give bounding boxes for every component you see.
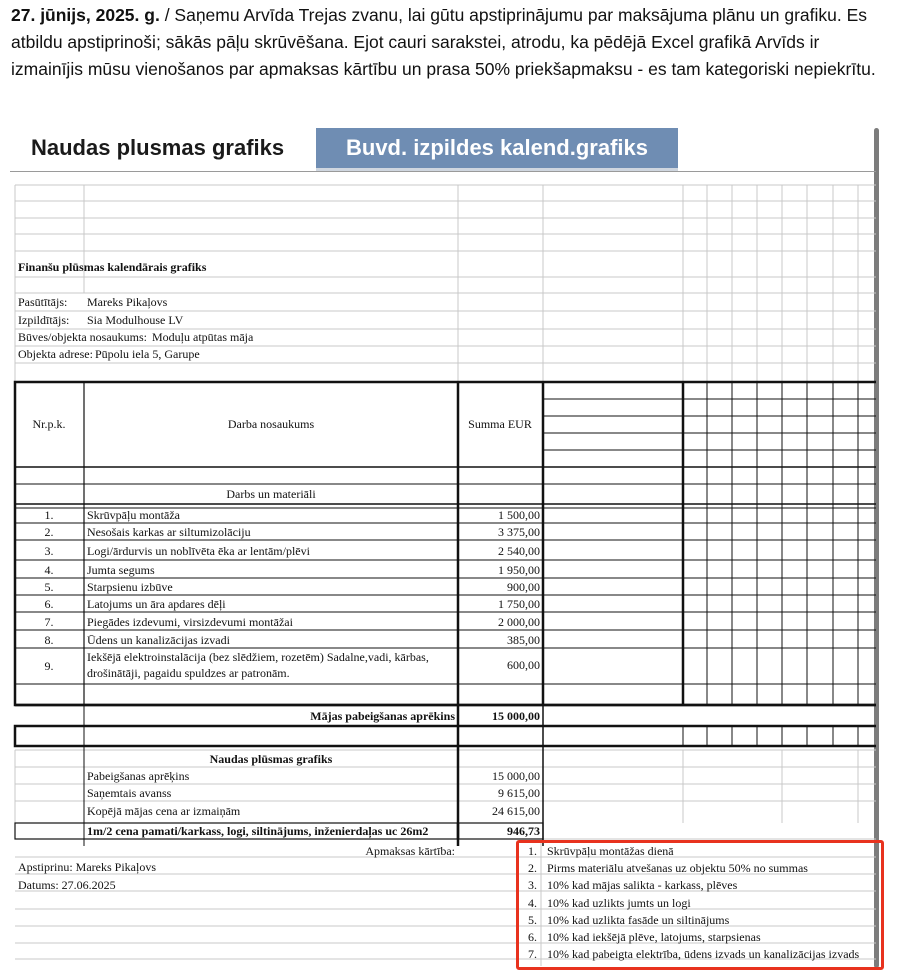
doc-title: Finanšu plūsmas kalendārais grafiks bbox=[18, 260, 207, 274]
row-sum: 3 375,00 bbox=[498, 525, 540, 539]
total-value: 15 000,00 bbox=[492, 709, 540, 723]
intro-paragraph bbox=[11, 2, 891, 83]
row-nr: 1. bbox=[44, 508, 54, 522]
payment-item-text: 10% kad uzlikta fasāde un siltinājums bbox=[547, 913, 730, 927]
row-nr: 2. bbox=[44, 525, 54, 539]
row-sum: 1 500,00 bbox=[498, 508, 540, 522]
row-name: Jumta segums bbox=[87, 563, 155, 577]
payment-item-text: Pirms materiālu atvešanas uz objektu 50% no summas bbox=[547, 861, 808, 875]
address-label: Objekta adrese: bbox=[18, 347, 93, 361]
row-nr: 5. bbox=[44, 580, 54, 594]
cashflow-value: 9 615,00 bbox=[498, 786, 540, 800]
row-name: Latojums un āra apdares dēļi bbox=[87, 597, 226, 611]
payment-item-text: Skrūvpāļu montāžas dienā bbox=[547, 844, 674, 858]
row-sum: 2 540,00 bbox=[498, 544, 540, 558]
object-value: Moduļu atpūtas māja bbox=[152, 330, 254, 344]
payment-item-number: 4. bbox=[528, 896, 537, 910]
row-nr: 4. bbox=[44, 563, 54, 577]
contractor-value: Sia Modulhouse LV bbox=[87, 313, 184, 327]
client-value: Mareks Pikaļovs bbox=[87, 295, 168, 309]
row-sum: 385,00 bbox=[507, 633, 540, 647]
row-nr: 9. bbox=[44, 659, 54, 673]
payment-item-text: 10% kad iekšējā plēve, latojums, starpsienas bbox=[547, 930, 761, 944]
payment-item-number: 7. bbox=[528, 947, 537, 961]
row-name-line2: drošinātāji, pagaidu spuldzes ar patronām. bbox=[87, 666, 290, 680]
row-nr: 3. bbox=[44, 544, 54, 558]
row-sum: 900,00 bbox=[507, 580, 540, 594]
cashflow-title: Naudas plūsmas grafiks bbox=[209, 752, 333, 766]
contractor-label: Izpildītājs: bbox=[18, 313, 70, 327]
approve-date: Datums: 27.06.2025 bbox=[18, 878, 116, 892]
section-title: Darbs un materiāli bbox=[226, 487, 316, 501]
payment-item-number: 2. bbox=[528, 861, 537, 875]
row-name: Skrūvpāļu montāža bbox=[87, 508, 180, 522]
payment-item-text: 10% kad mājas salikta - karkass, plēves bbox=[547, 878, 738, 892]
row-name: Nesošais karkas ar siltumizolāciju bbox=[87, 525, 251, 539]
work-rows bbox=[45, 508, 541, 680]
payment-item-number: 1. bbox=[528, 844, 537, 858]
col-header-sum: Summa EUR bbox=[468, 417, 532, 431]
col-header-name: Darba nosaukums bbox=[227, 417, 315, 431]
intro-date: 27. jūnijs, 2025. g. bbox=[11, 5, 160, 25]
per-m2-value: 946,73 bbox=[507, 824, 540, 838]
row-sum: 1 950,00 bbox=[498, 563, 540, 577]
address-value: Pūpolu iela 5, Garupe bbox=[95, 347, 200, 361]
payment-item-number: 5. bbox=[528, 913, 537, 927]
row-name: Piegādes izdevumi, virsizdevumi montāžai bbox=[87, 615, 293, 629]
payment-item-number: 6. bbox=[528, 930, 537, 944]
row-nr: 8. bbox=[44, 633, 54, 647]
row-sum: 2 000,00 bbox=[498, 615, 540, 629]
intro-text: / Saņemu Arvīda Trejas zvanu, lai gūtu apstiprinājumu par maksājuma plānu un grafiku. Es atbildu apstiprinoši; sākās pāļu skrūvēšana. Ejot cauri sarakstei, atrodu, ka pēdējā Excel grafikā Arvīds ir izmainījis mūsu vienošanos par apmaksas kārtību un prasa 50% priekšapmaksu - es tam kategoriski nepiekrītu. bbox=[11, 5, 876, 79]
cashflow-value: 15 000,00 bbox=[492, 769, 540, 783]
payment-label: Apmaksas kārtība: bbox=[365, 844, 455, 858]
cashflow-value: 24 615,00 bbox=[492, 804, 540, 818]
tab-naudas-plusmas[interactable]: Naudas plusmas grafiks bbox=[10, 128, 315, 171]
row-name: Logi/ārdurvis un noblīvēta ēka ar lentām/plēvi bbox=[87, 544, 310, 558]
approve-text: Apstiprinu: Mareks Pikaļovs bbox=[18, 860, 156, 874]
cashflow-label: Pabeigšanas aprēķins bbox=[87, 769, 190, 783]
tab-buvd-izpildes[interactable]: Buvd. izpildes kalend.grafiks bbox=[316, 128, 678, 171]
row-name-line1: Iekšējā elektroinstalācija (bez slēdžiem, rozetēm) Sadalne,vadi, kārbas, bbox=[87, 650, 429, 664]
payment-item-number: 3. bbox=[528, 878, 537, 892]
row-nr: 6. bbox=[44, 597, 54, 611]
total-label: Mājas pabeigšanas aprēkins bbox=[310, 709, 455, 723]
row-sum: 1 750,00 bbox=[498, 597, 540, 611]
client-label: Pasūtītājs: bbox=[18, 295, 68, 309]
per-m2-label: 1m/2 cena pamati/karkass, logi, siltinājums, inženierdaļas uc 26m2 bbox=[87, 824, 429, 838]
payment-item-text: 10% kad uzlikts jumts un logi bbox=[547, 896, 691, 910]
payment-item-text: 10% kad pabeigta elektrība, ūdens izvads un kanalizācijas izvads bbox=[547, 947, 860, 961]
payment-terms-highlight bbox=[516, 840, 884, 970]
row-sum: 600,00 bbox=[507, 658, 540, 672]
row-nr: 7. bbox=[44, 615, 54, 629]
cashflow-label: Kopējā mājas cena ar izmaiņām bbox=[87, 804, 241, 818]
row-name: Ūdens un kanalizācijas izvadi bbox=[87, 633, 230, 647]
object-label: Būves/objekta nosaukums: bbox=[18, 330, 147, 344]
cashflow-label: Saņemtais avanss bbox=[87, 786, 172, 800]
col-header-nr: Nr.p.k. bbox=[32, 417, 66, 431]
row-name: Starpsienu izbūve bbox=[87, 580, 173, 594]
